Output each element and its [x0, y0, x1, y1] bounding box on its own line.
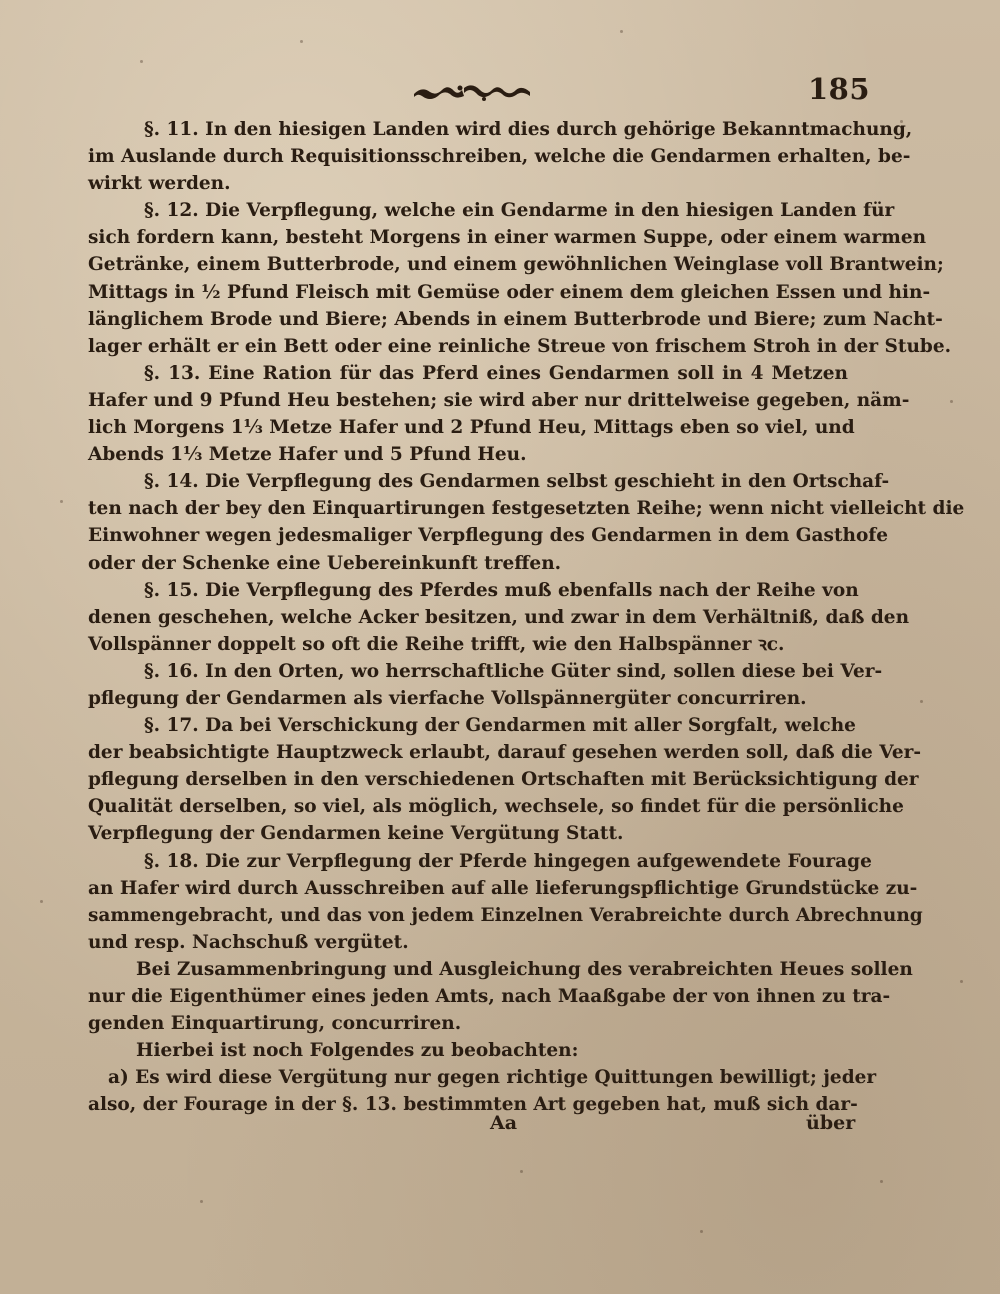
- text-line: denen geschehen, welche Acker besitzen, und zwar in dem Verhältniß, daß den: [88, 606, 910, 628]
- text-line: lager erhält er ein Bett oder eine reinliche Streue von frischem Stroh in der Stube.: [88, 335, 952, 357]
- text-line: §. 16. In den Orten, wo herrschaftliche Güter sind, sollen diese bei Ver-: [144, 660, 883, 682]
- text-line: pflegung der Gendarmen als vierfache Vollspännergüter concurriren.: [88, 687, 807, 709]
- text-line: wirkt werden.: [88, 173, 231, 195]
- text-line: §. 18. Die zur Verpflegung der Pferde hingegen aufgewendete Fourage: [144, 850, 872, 872]
- paper-speck: [520, 1170, 523, 1173]
- paper-speck: [950, 400, 953, 403]
- text-line: genden Einquartirung, concurriren.: [88, 1013, 462, 1035]
- paper-speck: [140, 60, 143, 63]
- text-line: Getränke, einem Butterbrode, und einem gewöhnlichen Weinglase voll Brantwein;: [88, 254, 944, 276]
- paper-speck: [300, 40, 303, 43]
- text-line: Abends 1⅓ Metze Hafer und 5 Pfund Heu.: [88, 444, 527, 466]
- text-line: an Hafer wird durch Ausschreiben auf alle lieferungspflichtige Grundstücke zu-: [88, 877, 918, 899]
- text-line: Vollspänner doppelt so oft die Reihe trifft, wie den Halbspänner ꝛc.: [88, 633, 785, 655]
- signature-mark: Aa: [490, 1112, 518, 1134]
- text-line: Qualität derselben, so viel, als möglich, wechsele, so findet für die persönliche: [88, 796, 904, 818]
- page-footer: [0, 1112, 1000, 1144]
- text-line: a) Es wird diese Vergütung nur gegen richtige Quittungen bewilligt; jeder: [108, 1067, 877, 1089]
- text-line: §. 12. Die Verpflegung, welche ein Gendarme in den hiesigen Landen für: [144, 200, 895, 222]
- text-line: Bei Zusammenbringung und Ausgleichung des verabreichten Heues sollen: [136, 958, 913, 980]
- page-number: 185: [808, 72, 871, 106]
- paper-speck: [880, 1180, 883, 1183]
- text-line: lich Morgens 1⅓ Metze Hafer und 2 Pfund Heu, Mittags eben so viel, und: [88, 417, 855, 439]
- text-line: der beabsichtigte Hauptzweck erlaubt, darauf gesehen werden soll, daß die Ver-: [88, 742, 922, 764]
- text-line: pflegung derselben in den verschiedenen Ortschaften mit Berücksichtigung der: [88, 769, 919, 791]
- text-line: sammengebracht, und das von jedem Einzelnen Verabreichte durch Abrechnung: [88, 904, 923, 926]
- text-line: Hafer und 9 Pfund Heu bestehen; sie wird aber nur drittelweise gegeben, näm-: [88, 389, 910, 411]
- text-line: ten nach der bey den Einquartirungen festgesetzten Reihe; wenn nicht vielleicht die: [88, 498, 965, 520]
- text-line: Mittags in ½ Pfund Fleisch mit Gemüse oder einem dem gleichen Essen und hin-: [88, 281, 931, 303]
- text-line: sich fordern kann, besteht Morgens in einer warmen Suppe, oder einem warmen: [88, 227, 927, 249]
- paper-speck: [40, 900, 43, 903]
- text-line: oder der Schenke eine Uebereinkunft treffen.: [88, 552, 562, 574]
- text-line: im Auslande durch Requisitionsschreiben, welche die Gendarmen erhalten, be-: [88, 146, 911, 168]
- paper-speck: [960, 980, 963, 983]
- text-line: §. 11. In den hiesigen Landen wird dies durch gehörige Bekanntmachung,: [144, 119, 913, 140]
- text-line: §. 17. Da bei Verschickung der Gendarmen mit aller Sorgfalt, welche: [144, 715, 856, 737]
- text-line: §. 15. Die Verpflegung des Pferdes muß ebenfalls nach der Reihe von: [144, 579, 859, 601]
- printers-ornament: [412, 78, 532, 104]
- text-line: und resp. Nachschuß vergütet.: [88, 931, 409, 953]
- text-line: nur die Eigenthümer eines jeden Amts, nach Maaßgabe der von ihnen zu tra-: [88, 986, 891, 1007]
- text-line: länglichem Brode und Biere; Abends in einem Butterbrode und Biere; zum Nacht-: [88, 308, 943, 330]
- paper-speck: [200, 1200, 203, 1203]
- paper-speck: [620, 30, 623, 33]
- paper-speck: [920, 700, 923, 703]
- text-line: also, der Fourage in der §. 13. bestimmten Art gegeben hat, muß sich dar-: [88, 1094, 858, 1116]
- text-line: Einwohner wegen jedesmaliger Verpflegung des Gendarmen in dem Gasthofe: [88, 525, 889, 547]
- body-text: [88, 116, 965, 1118]
- text-line: Verpflegung der Gendarmen keine Vergütung Statt.: [88, 823, 624, 845]
- paper-speck: [700, 1230, 703, 1233]
- catchword: über: [806, 1112, 856, 1134]
- paper-speck: [60, 500, 63, 503]
- text-line: §. 13. Eine Ration für das Pferd eines Gendarmen soll in 4 Metzen: [144, 362, 848, 384]
- text-line: Hierbei ist noch Folgendes zu beobachten:: [136, 1040, 579, 1062]
- text-line: §. 14. Die Verpflegung des Gendarmen selbst geschieht in den Ortschaf-: [144, 471, 890, 493]
